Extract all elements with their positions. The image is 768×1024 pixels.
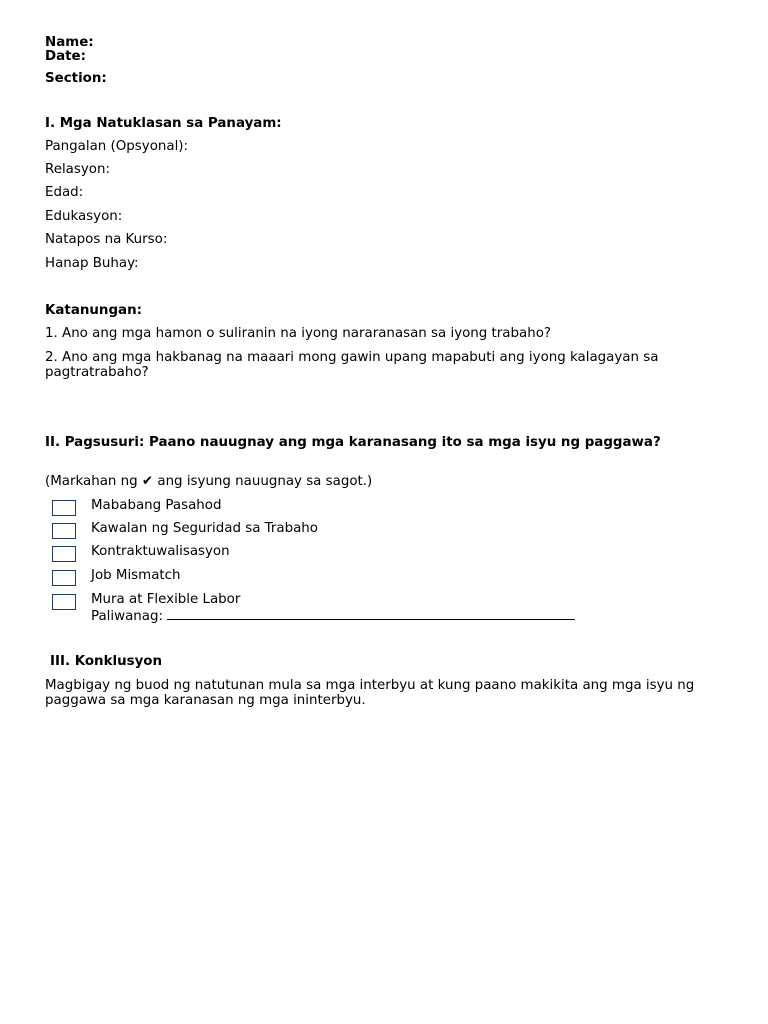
field-relasyon: Relasyon:: [45, 162, 110, 177]
explanation-blank-line[interactable]: [167, 607, 575, 620]
name-label: Name:: [45, 35, 94, 50]
field-edukasyon: Edukasyon:: [45, 209, 123, 224]
explanation-label: Paliwanag:: [91, 609, 163, 624]
field-natapos-na-kurso: Natapos na Kurso:: [45, 232, 168, 247]
questions-heading: Katanungan:: [45, 303, 142, 318]
part3-heading: III. Konklusyon: [50, 654, 163, 669]
field-hanap-buhay: Hanap Buhay:: [45, 256, 139, 271]
part2-heading: II. Pagsusuri: Paano nauugnay ang mga karanasang ito sa mga isyu ng paggawa?: [45, 435, 661, 450]
question-1: 1. Ano ang mga hamon o suliranin na iyong nararanasan sa iyong trabaho?: [45, 326, 552, 341]
section-label: Section:: [45, 71, 107, 86]
option-label-mababang-pasahod: Mababang Pasahod: [91, 498, 222, 513]
part1-heading: I. Mga Natuklasan sa Panayam:: [45, 116, 282, 131]
explanation-row: [91, 607, 575, 624]
option-label-kawalan-ng-seguridad: Kawalan ng Seguridad sa Trabaho: [91, 521, 318, 536]
checkbox-mababang-pasahod[interactable]: [52, 500, 76, 516]
question-2: 2. Ano ang mga hakbanag na maaari mong gawin upang mapabuti ang iyong kalagayan sa pagtratrabaho?: [45, 350, 659, 380]
option-label-kontraktuwalisasyon: Kontraktuwalisasyon: [91, 544, 230, 559]
checkbox-job-mismatch[interactable]: [52, 570, 76, 586]
field-pangalan: Pangalan (Opsyonal):: [45, 139, 189, 154]
option-label-mura-at-flexible-labor: Mura at Flexible Labor: [91, 592, 241, 607]
conclusion-instruction: Magbigay ng buod ng natutunan mula sa mga interbyu at kung paano makikita ang mga isyu ng paggawa sa mga karanasan ng mga ininterbyu.: [45, 678, 695, 708]
checkbox-mura-at-flexible-labor[interactable]: [52, 594, 76, 610]
checkbox-kawalan-ng-seguridad[interactable]: [52, 523, 76, 539]
option-label-job-mismatch: Job Mismatch: [91, 568, 181, 583]
date-label: Date:: [45, 49, 86, 64]
part2-instruction: (Markahan ng ✔ ang isyung nauugnay sa sagot.): [45, 474, 373, 489]
field-edad: Edad:: [45, 185, 84, 200]
checkbox-kontraktuwalisasyon[interactable]: [52, 546, 76, 562]
